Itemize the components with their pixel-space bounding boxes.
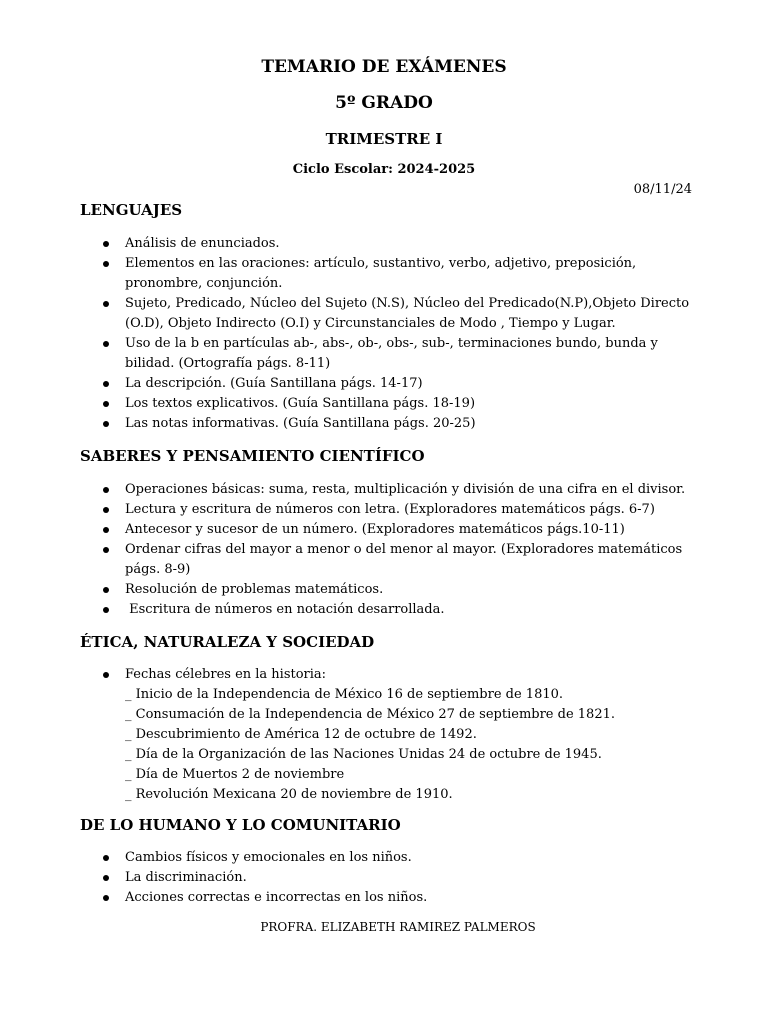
history-date: _ Descubrimiento de América 12 de octubre de 1492. (125, 727, 477, 742)
bullet-icon (103, 587, 109, 593)
list-item-text: Resolución de problemas matemáticos. (125, 582, 384, 597)
list-item (80, 234, 700, 254)
list-item-text: Ordenar cifras del mayor a menor o del menor al mayor. (Exploradores matemáticos págs. 8-9) (125, 542, 683, 577)
section-title-lenguajes: LENGUAJES (80, 201, 183, 219)
section-title-saberes: SABERES Y PENSAMIENTO CIENTÍFICO (80, 447, 425, 465)
list-item (80, 334, 700, 374)
list-item (80, 665, 700, 805)
list-saberes (80, 480, 700, 620)
bullet-icon (103, 507, 109, 513)
list-item (80, 888, 700, 908)
bullet-icon (103, 527, 109, 533)
bullet-icon (103, 875, 109, 881)
list-item-text: Escritura de números en notación desarrollada. (125, 602, 445, 617)
list-item-text: Las notas informativas. (Guía Santillana págs. 20-25) (125, 416, 476, 431)
list-item (80, 480, 700, 500)
list-item-text: Uso de la b en partículas ab-, abs-, ob-, obs-, sub-, terminaciones bundo, bunda y bilidad. (Ortografía págs. 8-11) (125, 336, 658, 371)
section-title-etica: ÉTICA, NATURALEZA Y SOCIEDAD (80, 633, 375, 651)
list-item (80, 394, 700, 414)
bullet-icon (103, 547, 109, 553)
history-date: _ Consumación de la Independencia de México 27 de septiembre de 1821. (125, 707, 615, 722)
list-humano (80, 848, 700, 908)
list-item-text: Antecesor y sucesor de un número. (Exploradores matemáticos págs.10-11) (125, 522, 625, 537)
section-title-humano: DE LO HUMANO Y LO COMUNITARIO (80, 816, 401, 834)
history-date: _ Día de la Organización de las Naciones Unidas 24 de octubre de 1945. (125, 747, 602, 762)
history-date: _ Revolución Mexicana 20 de noviembre de 1910. (125, 787, 453, 802)
bullet-icon (103, 672, 109, 678)
teacher-signature: PROFRA. ELIZABETH RAMIREZ PALMEROS (260, 920, 536, 934)
list-etica (80, 665, 700, 805)
list-item-text: Análisis de enunciados. (125, 236, 280, 251)
list-item-text: Sujeto, Predicado, Núcleo del Sujeto (N.S), Núcleo del Predicado(N.P),Objeto Directo (O.D), Objeto Indirecto (O.I) y Circunstanciales de Modo , Tiempo y Lugar. (125, 296, 690, 331)
list-item-text: Cambios físicos y emocionales en los niños. (125, 850, 412, 865)
document-title: TEMARIO DE EXÁMENES (261, 57, 507, 77)
list-item (80, 500, 700, 520)
list-item (80, 294, 700, 334)
list-item-text: La discriminación. (125, 870, 247, 885)
list-item-text: Acciones correctas e incorrectas en los niños. (125, 890, 428, 905)
list-item-text: La descripción. (Guía Santillana págs. 14-17) (125, 376, 423, 391)
list-item (80, 848, 700, 868)
bullet-icon (103, 607, 109, 613)
bullet-icon (103, 421, 109, 427)
list-item-text: Lectura y escritura de números con letra. (Exploradores matemáticos págs. 6-7) (125, 502, 655, 517)
list-item (80, 520, 700, 540)
school-year: Ciclo Escolar: 2024-2025 (292, 162, 476, 177)
list-item (80, 374, 700, 394)
bullet-icon (103, 381, 109, 387)
list-item (80, 414, 700, 434)
bullet-icon (103, 261, 109, 267)
list-item-text: Fechas célebres en la historia: (125, 667, 327, 682)
list-lenguajes (80, 234, 700, 434)
list-item (80, 868, 700, 888)
bullet-icon (103, 341, 109, 347)
list-item-text: Elementos en las oraciones: artículo, sustantivo, verbo, adjetivo, preposición, pronombre, conjunción. (125, 256, 637, 291)
bullet-icon (103, 401, 109, 407)
bullet-icon (103, 301, 109, 307)
bullet-icon (103, 855, 109, 861)
bullet-icon (103, 895, 109, 901)
grade-heading: 5º GRADO (335, 93, 433, 113)
list-item (80, 600, 700, 620)
list-item (80, 540, 700, 580)
history-date: _ Día de Muertos 2 de noviembre (125, 767, 345, 782)
document-date: 08/11/24 (633, 182, 692, 197)
list-item (80, 254, 700, 294)
list-item-text: Operaciones básicas: suma, resta, multiplicación y división de una cifra en el divisor. (125, 482, 686, 497)
bullet-icon (103, 487, 109, 493)
list-item (80, 580, 700, 600)
list-item-text: Los textos explicativos. (Guía Santillana págs. 18-19) (125, 396, 476, 411)
history-date: _ Inicio de la Independencia de México 16 de septiembre de 1810. (125, 687, 564, 702)
bullet-icon (103, 241, 109, 247)
term-heading: TRIMESTRE I (325, 130, 443, 148)
